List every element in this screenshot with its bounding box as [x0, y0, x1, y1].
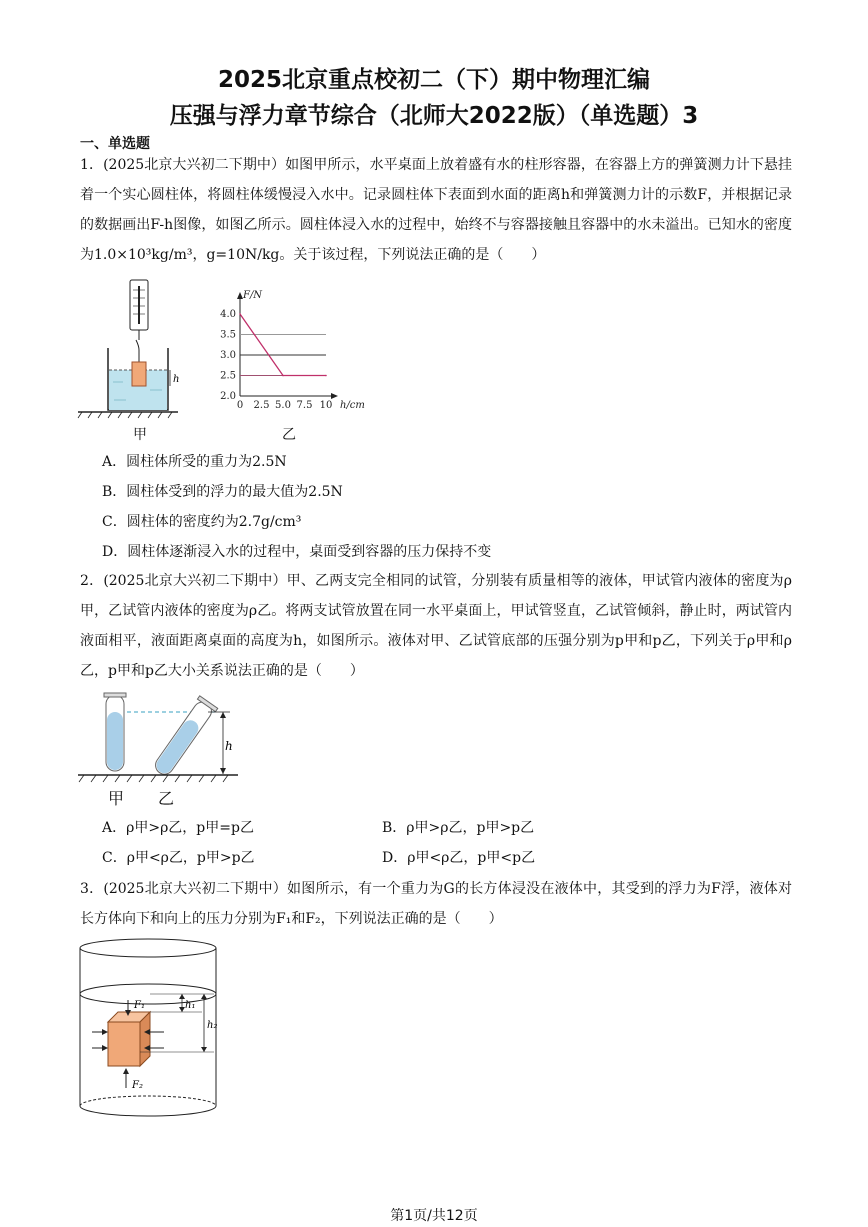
page-subtitle: 压强与浮力章节综合（北师大2022版）（单选题）3	[169, 103, 699, 129]
y-tick-label-3: 3.5	[220, 329, 236, 341]
q3-h1-label: h₁	[185, 1000, 196, 1011]
q1-h-label: h	[173, 374, 180, 385]
x-tick-label-0: 0	[236, 400, 244, 411]
x-tick-label-1: 2.5	[253, 400, 270, 411]
y-tick-label-4: 4.0	[220, 309, 236, 320]
q2-option-d[interactable]: D．ρ甲<ρ乙，p甲<p乙	[382, 850, 536, 866]
q1-option-c[interactable]: C．圆柱体的密度约为2.7g/cm³	[102, 514, 302, 530]
x-tick-label-3: 7.5	[296, 400, 313, 411]
x-tick-label-4: 10	[319, 400, 333, 411]
q1-fig-label-a: 甲	[133, 427, 147, 443]
y-tick-label-0: 2.0	[220, 391, 236, 402]
q3-f1-label: F₁	[134, 1000, 145, 1011]
q1-chart	[200, 282, 370, 417]
q2-option-c[interactable]: C．ρ甲<ρ乙，p甲>p乙	[102, 850, 255, 866]
q2-option-a[interactable]: A．ρ甲>ρ乙，p甲=p乙	[102, 820, 254, 836]
q2-option-b[interactable]: B．ρ甲>ρ乙，p甲>p乙	[382, 820, 535, 836]
x-axis-label: h/cm	[340, 400, 365, 411]
q2-h-label: h	[225, 739, 233, 753]
page-title: 2025北京重点校初二（下）期中物理汇编	[217, 67, 650, 93]
q1-fig-label-b: 乙	[282, 427, 296, 443]
q3-f2-label: F₂	[132, 1080, 143, 1091]
q3-h2-label: h₂	[207, 1020, 218, 1031]
page-footer: 第1页/共12页	[390, 1208, 478, 1224]
q2-fig-label-b: 乙	[158, 789, 175, 808]
q1-option-b[interactable]: B．圆柱体受到的浮力的最大值为2.5N	[102, 484, 343, 500]
data-point-0-2	[325, 375, 327, 377]
y-axis-label: F/N	[243, 290, 263, 301]
q1-figure-a	[78, 278, 178, 438]
x-tick-label-2: 5.0	[275, 400, 291, 411]
data-point-0-1	[282, 375, 284, 377]
x-axis-arrow	[331, 393, 338, 399]
section-heading: 一、单选题	[80, 136, 150, 152]
y-tick-label-2: 3.0	[220, 350, 236, 361]
q1-option-d[interactable]: D．圆柱体逐渐浸入水的过程中，桌面受到容器的压力保持不变	[102, 544, 492, 560]
y-tick-label-1: 2.5	[220, 370, 236, 382]
question-1-stem: 1．(2025北京大兴初二下期中）如图甲所示，水平桌面上放着盛有水的柱形容器，在容器上方的弹簧测力计下悬挂着一个实心圆柱体，将圆柱体缓慢浸入水中。记录圆柱体下表面到水面的距离h和弹簧测力计的示数F，并根据记录的数据画出F-h图像，如图乙所示。圆柱体浸入水的过程中，始终不与容器接触且容器中的水未溢出。已知水的密度为1.0×10³kg/m³，g=10N/kg。关于该过程，下列说法正确的是（ ）	[80, 157, 792, 263]
q1-option-a[interactable]: A．圆柱体所受的重力为2.5N	[102, 454, 287, 470]
q2-figure	[78, 690, 243, 790]
question-2-stem: 2．(2025北京大兴初二下期中）甲、乙两支完全相同的试管，分别装有质量相等的液体，甲试管内液体的密度为ρ甲，乙试管内液体的密度为ρ乙。将两支试管放置在同一水平桌面上，甲试管竖直，乙试管倾斜，静止时，两试管内液面相平，液面距离桌面的高度为h，如图所示。液体对甲、乙试管底部的压强分别为p甲和p乙，下列关于ρ甲和ρ乙，p甲和p乙大小关系说法正确的是（ ）	[80, 573, 792, 679]
question-3-stem: 3．(2025北京大兴初二下期中）如图所示，有一个重力为G的长方体浸没在液体中，其受到的浮力为F浮，液体对长方体向下和向上的压力分别为F₁和F₂，下列说法正确的是（ ）	[80, 881, 792, 927]
series-line-0	[240, 314, 326, 376]
q2-fig-label-a: 甲	[108, 789, 125, 808]
data-point-0-0	[239, 313, 241, 315]
q3-figure	[78, 938, 228, 1118]
